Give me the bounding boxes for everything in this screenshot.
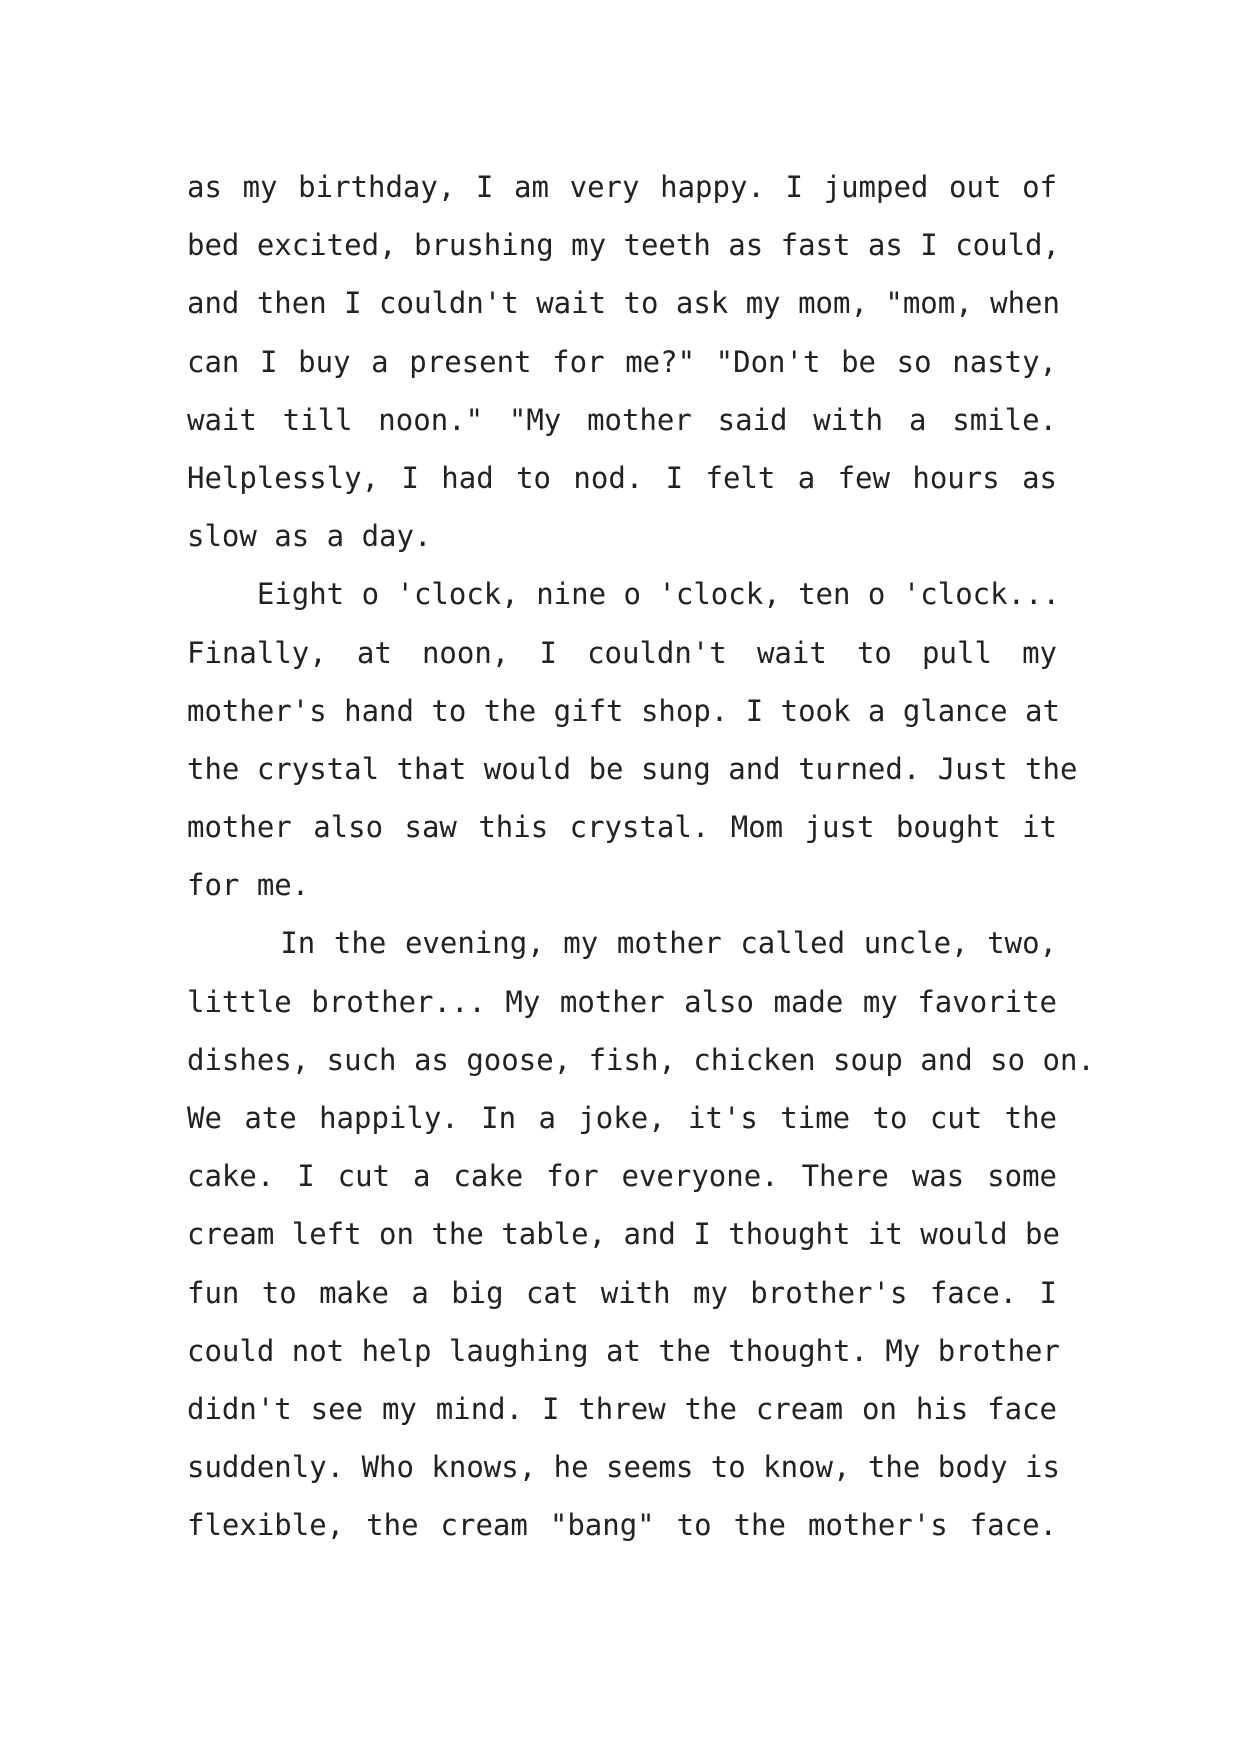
text-line: Eight o 'clock, nine o 'clock, ten o 'clock...: [187, 577, 1060, 612]
text-line: Finally, at noon, I couldn't wait to pull my: [187, 635, 1057, 670]
paragraph-1: [187, 158, 1060, 565]
text-line: little brother... My mother also made my favorite: [187, 984, 1057, 1019]
paragraph-3: [187, 914, 1095, 1554]
text-line: the crystal that would be sung and turned. Just the: [187, 751, 1078, 786]
text-line: can I buy a present for me?" "Don't be so nasty,: [187, 344, 1057, 379]
text-line: flexible, the cream "bang" to the mother's face.: [187, 1508, 1057, 1543]
text-line: wait till noon." "My mother said with a smile.: [187, 402, 1057, 437]
text-line: could not help laughing at the thought. My brother: [187, 1333, 1060, 1368]
text-line: didn't see my mind. I threw the cream on his face: [187, 1391, 1057, 1426]
text-line: dishes, such as goose, fish, chicken soup and so on.: [187, 1042, 1095, 1077]
paragraph-2: [187, 565, 1078, 914]
text-line: for me.: [187, 868, 310, 903]
body-text: [187, 158, 1095, 1555]
text-line: as my birthday, I am very happy. I jumped out of: [187, 170, 1057, 204]
text-line: In the evening, my mother called uncle, two,: [187, 926, 1057, 961]
text-line: mother also saw this crystal. Mom just bought it: [187, 810, 1057, 845]
text-line: and then I couldn't wait to ask my mom, "mom, when: [187, 286, 1060, 321]
text-line: Helplessly, I had to nod. I felt a few hours as: [187, 460, 1057, 495]
text-line: We ate happily. In a joke, it's time to cut the: [187, 1101, 1057, 1135]
text-line: slow as a day.: [187, 519, 432, 554]
text-line: fun to make a big cat with my brother's face. I: [187, 1275, 1057, 1310]
text-line: cream left on the table, and I thought it would be: [187, 1217, 1060, 1252]
text-line: cake. I cut a cake for everyone. There was some: [187, 1159, 1057, 1194]
text-line: bed excited, brushing my teeth as fast as I could,: [187, 228, 1060, 263]
text-line: mother's hand to the gift shop. I took a glance at: [187, 693, 1060, 728]
text-line: suddenly. Who knows, he seems to know, the body is: [187, 1450, 1060, 1485]
